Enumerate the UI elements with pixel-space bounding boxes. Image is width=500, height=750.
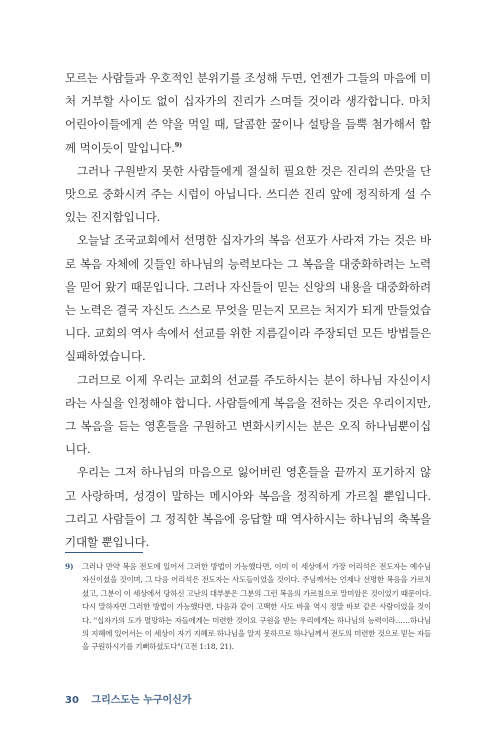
page-number: 30 bbox=[65, 695, 79, 706]
paragraph-3: 오늘날 조국교회에서 선명한 십자가의 복음 선포가 사라져 가는 것은 바로 복음 자체에 깃들인 하나님의 능력보다는 그 복음을 대중화하려는 노력을 믿어 왔기 때문입니다. 그러나 자신들이 믿는 신앙의 내용을 대중화하려는 노력은 결국 자신도 스스로 무엇을 믿는지 모르는 처지가 되게 만들었습니다. 교회의 역사 속에서 선교를 위한 지름길이라 주장되던 모든 방법들은 실패하였습니다. bbox=[65, 233, 431, 364]
body-text bbox=[65, 67, 431, 554]
footnote-divider bbox=[65, 552, 143, 553]
paragraph-4: 그러므로 이제 우리는 교회의 선교를 주도하시는 분이 하나님 자신이시라는 사실을 인정해야 합니다. 사람들에게 복음을 전하는 것은 우리이지만, 그 복음을 듣는 영혼들을 구원하고 변화시키시는 분은 오직 하나님뿐이십니다. bbox=[65, 372, 431, 457]
paragraph-1: 모르는 사람들과 우호적인 분위기를 조성해 두면, 언젠가 그들의 마음에 미처 거부할 사이도 없이 십자가의 진리가 스며들 것이라 생각합니다. 마치 어린아이들에게 쓴 약을 먹일 때, 달콤한 꿀이나 설탕을 듬뿍 첨가해서 함께 먹이듯이 말입니다.$^{9)}$ bbox=[65, 71, 431, 155]
book-title: 그리스도는 누구이신가 bbox=[91, 695, 192, 706]
running-footer bbox=[65, 691, 192, 706]
footnote-number: 9) bbox=[65, 562, 74, 571]
footnote-text: 그러나 만약 복음 전도에 있어서 그러한 방법이 가능했다면, 이미 이 세상에서 가장 어리석은 전도자는 예수님 자신이셨을 것이며, 그 다음 어리석은 전도자는 사도들이었을 것이다. 주님께서는 언제나 선명한 복음을 가르치셨고, 그분이 이 세상에서 당하신 고난의 대부분은 그분의 그런 복음의 가르침으로 말미암은 것이었기 때문이다. 다시 말하자면 그러한 방법이 가능했다면, 다음과 같이 고백한 사도 바울 역시 정말 바보 같은 사람이었을 것이다. "십자가의 도가 멸망하는 자들에게는 미련한 것이요 구원을 받는 우리에게는 하나님의 능력이라……하나님의 지혜에 있어서는 이 세상이 자기 지혜로 하나님을 알지 못하므로 하나님께서 전도의 미련한 것으로 믿는 자들을 구원하시기를 기뻐하셨도다"(고전 1:18, 21). bbox=[82, 562, 431, 652]
footnote bbox=[65, 560, 431, 654]
paragraph-2: 그러나 구원받지 못한 사람들에게 절실히 필요한 것은 진리의 쓴맛을 단맛으로 중화시켜 주는 시럽이 아닙니다. 쓰디쓴 진리 앞에 정직하게 설 수 있는 진지함입니다. bbox=[65, 163, 431, 225]
footnote-reference[interactable]: 9) bbox=[174, 140, 183, 149]
paragraph-5: 우리는 그저 하나님의 마음으로 잃어버린 영혼들을 끝까지 포기하지 않고 사랑하며, 성경이 말하는 메시아와 복음을 정직하게 가르칠 뿐입니다. 그리고 사람들이 그 정직한 복음에 응답할 때 역사하시는 하나님의 축복을 기대할 뿐입니다. bbox=[65, 465, 431, 550]
